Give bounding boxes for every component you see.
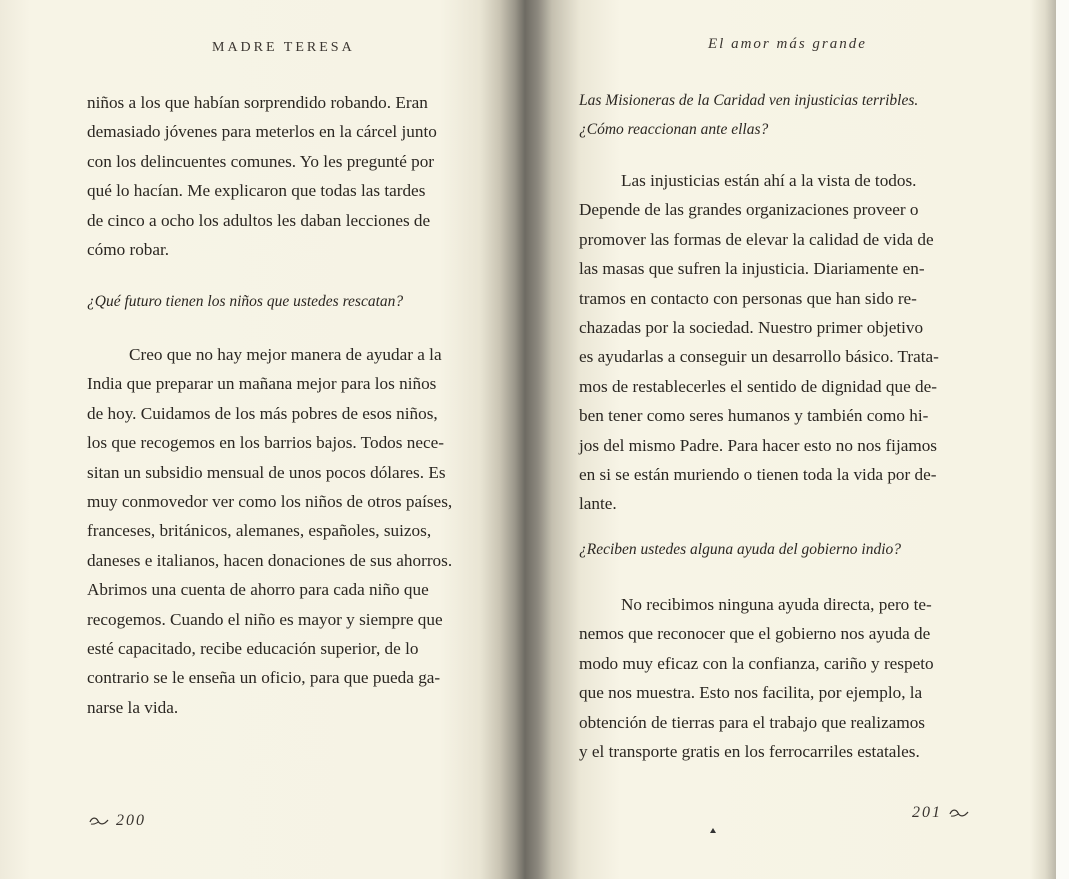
question-line: ¿Reciben ustedes alguna ayuda del gobierno indio? xyxy=(579,541,901,558)
text-line: promover las formas de elevar la calidad de vida de xyxy=(579,229,934,249)
page-number-left xyxy=(88,812,146,830)
text-line: y el transporte gratis en los ferrocarriles estatales. xyxy=(579,742,920,762)
page-edge xyxy=(1056,0,1069,879)
page-number: 201 xyxy=(912,804,942,821)
text-line: los que recogemos en los barrios bajos. Todos nece- xyxy=(87,433,444,453)
text-line: lante. xyxy=(579,494,617,514)
text-line: nemos que reconocer que el gobierno nos ayuda de xyxy=(579,624,931,644)
right-question-2 xyxy=(579,535,974,564)
text-line: tramos en contacto con personas que han sido re- xyxy=(579,288,917,308)
running-head-right: El amor más grande xyxy=(708,36,867,52)
text-line: niños a los que habían sorprendido robando. Eran xyxy=(87,93,428,112)
ornament-icon xyxy=(88,816,110,826)
text-line: Creo que no hay mejor manera de ayudar a la xyxy=(129,345,442,364)
text-line: recogemos. Cuando el niño es mayor y siempre que xyxy=(87,609,443,629)
text-line: esté capacitado, recibe educación superior, de lo xyxy=(87,639,419,659)
printer-mark xyxy=(710,828,716,833)
text-line: en si se están muriendo o tienen toda la vida por de- xyxy=(579,465,937,485)
left-paragraph-2 xyxy=(87,340,478,722)
text-line: chazadas por la sociedad. Nuestro primer objetivo xyxy=(579,318,924,338)
text-line: jos del mismo Padre. Para hacer esto no nos fijamos xyxy=(579,435,938,455)
page-number-right xyxy=(912,804,970,822)
question-line: Las Misioneras de la Caridad ven injusticias terribles. xyxy=(579,92,919,109)
text-line: que nos muestra. Esto nos facilita, por ejemplo, la xyxy=(579,683,923,703)
right-paragraph-2 xyxy=(579,590,974,766)
text-line: cómo robar. xyxy=(87,240,170,260)
text-line: narse la vida. xyxy=(87,697,179,717)
text-line: daneses e italianos, hacen donaciones de sus ahorros. xyxy=(87,550,453,570)
left-question xyxy=(87,287,478,316)
text-line: es ayudarlas a conseguir un desarrollo básico. Trata- xyxy=(579,347,939,367)
question-line: ¿Qué futuro tienen los niños que ustedes rescatan? xyxy=(87,293,404,310)
right-paragraph-1 xyxy=(579,166,974,519)
text-line: muy conmovedor ver como los niños de otros países, xyxy=(87,492,453,512)
text-line: India que preparar un mañana mejor para los niños xyxy=(87,374,437,394)
text-line: No recibimos ninguna ayuda directa, pero te- xyxy=(621,595,932,614)
text-line: con los delincuentes comunes. Yo les pregunté por xyxy=(87,151,435,171)
text-line: obtención de tierras para el trabajo que realizamos xyxy=(579,712,925,732)
text-line: modo muy eficaz con la confianza, cariño y respeto xyxy=(579,653,934,673)
text-line: las masas que sufren la injusticia. Diariamente en- xyxy=(579,259,925,279)
question-line: ¿Cómo reaccionan ante ellas? xyxy=(579,121,769,138)
text-line: contrario se le enseña un oficio, para que pueda ga- xyxy=(87,668,441,688)
running-head-left: MADRE TERESA xyxy=(212,40,355,55)
text-line: Abrimos una cuenta de ahorro para cada niño que xyxy=(87,580,429,600)
left-paragraph-1 xyxy=(87,88,478,264)
text-line: de hoy. Cuidamos de los más pobres de esos niños, xyxy=(87,403,438,423)
text-line: mos de restablecerles el sentido de dignidad que de- xyxy=(579,376,937,396)
text-line: franceses, británicos, alemanes, españoles, suizos, xyxy=(87,521,432,541)
text-line: Depende de las grandes organizaciones proveer o xyxy=(579,200,919,220)
text-line: qué lo hacían. Me explicaron que todas las tardes xyxy=(87,181,426,201)
text-line: sitan un subsidio mensual de unos pocos dólares. Es xyxy=(87,462,446,482)
text-line: demasiado jóvenes para meterlos en la cárcel junto xyxy=(87,122,437,142)
right-question-1 xyxy=(579,86,974,144)
page-number: 200 xyxy=(116,812,146,829)
ornament-icon xyxy=(948,808,970,818)
text-line: Las injusticias están ahí a la vista de todos. xyxy=(621,171,917,190)
text-line: ben tener como seres humanos y también como hi- xyxy=(579,406,929,426)
text-line: de cinco a ocho los adultos les daban lecciones de xyxy=(87,210,431,230)
